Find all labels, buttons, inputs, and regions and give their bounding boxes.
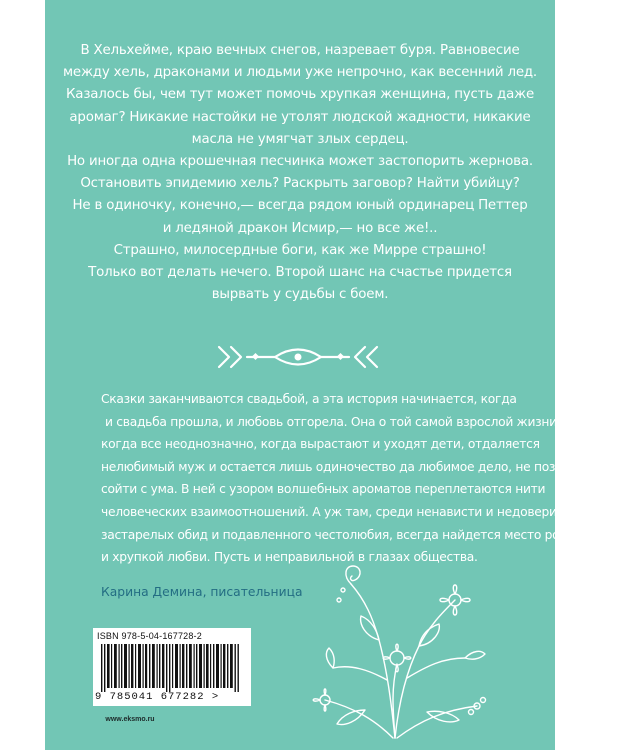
review-line: когда все неоднозначно, когда вырастают и уходят дети, отдаляется (101, 437, 540, 452)
isbn-label: ISBN 978-5-04-167728-2 (97, 631, 202, 641)
annotation-line: Только вот делать нечего. Второй шанс на счастье придется (88, 265, 512, 281)
barcode-icon (99, 644, 245, 692)
annotation-line: Страшно, милосердные боги, как же Мирре страшно! (113, 242, 487, 258)
back-cover (45, 0, 620, 750)
annotation-line: и ледяной дракон Исмир,— но все же!.. (162, 220, 438, 236)
annotation-line: Но иногда одна крошечная песчинка может застопорить жернова. (67, 154, 533, 170)
annotation-line: Не в одиночку, конечно,— всегда рядом юный ординарец Петтер (72, 198, 528, 214)
review-author: Карина Демина, писательница (101, 585, 303, 599)
annotation-text (45, 40, 555, 306)
annotation-line: аромаг? Никакие настойки не утолят людской жадности, никакие (69, 109, 531, 125)
review-line: нелюбимый муж и остается лишь одиночество да любимое дело, не позволяющее (101, 459, 620, 474)
floral-line-art-icon (295, 560, 495, 740)
annotation-line: между хель, драконами и людьми уже непрочно, как весенний лед. (63, 65, 537, 81)
annotation-line: Остановить эпидемию хель? Раскрыть заговор? Найти убийцу? (80, 176, 520, 192)
review-line: застарелых обид и подавленного честолюбия, всегда найдется место робкой (101, 527, 589, 542)
review-line: и хрупкой любви. Пусть и неправильной в глазах общества. (101, 550, 478, 565)
review-line: и свадьба прошла, и любовь отгорела. Она о той самой взрослой жизни, (105, 414, 561, 429)
review-line: человеческих взаимоотношений. А уж там, среди ненависти и недоверия, (101, 504, 568, 519)
arrow-ornament-divider-icon (213, 340, 383, 374)
barcode-panel (93, 628, 251, 706)
annotation-line: вырвать у судьбы с боем. (211, 287, 389, 303)
review-line: сойти с ума. В ней с узором волшебных ароматов переплетаются нити (101, 482, 546, 497)
annotation-line: масла не умягчат злых сердец. (191, 131, 409, 147)
review-line: Сказки заканчиваются свадьбой, а эта история начинается, когда (101, 392, 517, 406)
barcode-digits: 9 785041 677282 > (95, 691, 220, 703)
review-text (101, 388, 620, 569)
annotation-line: В Хельхейме, краю вечных снегов, назревает буря. Равновесие (80, 43, 520, 58)
publisher-website: www.eksmo.ru (105, 716, 155, 723)
annotation-line: Казалось бы, чем тут может помочь хрупкая женщина, пусть даже (66, 87, 534, 103)
